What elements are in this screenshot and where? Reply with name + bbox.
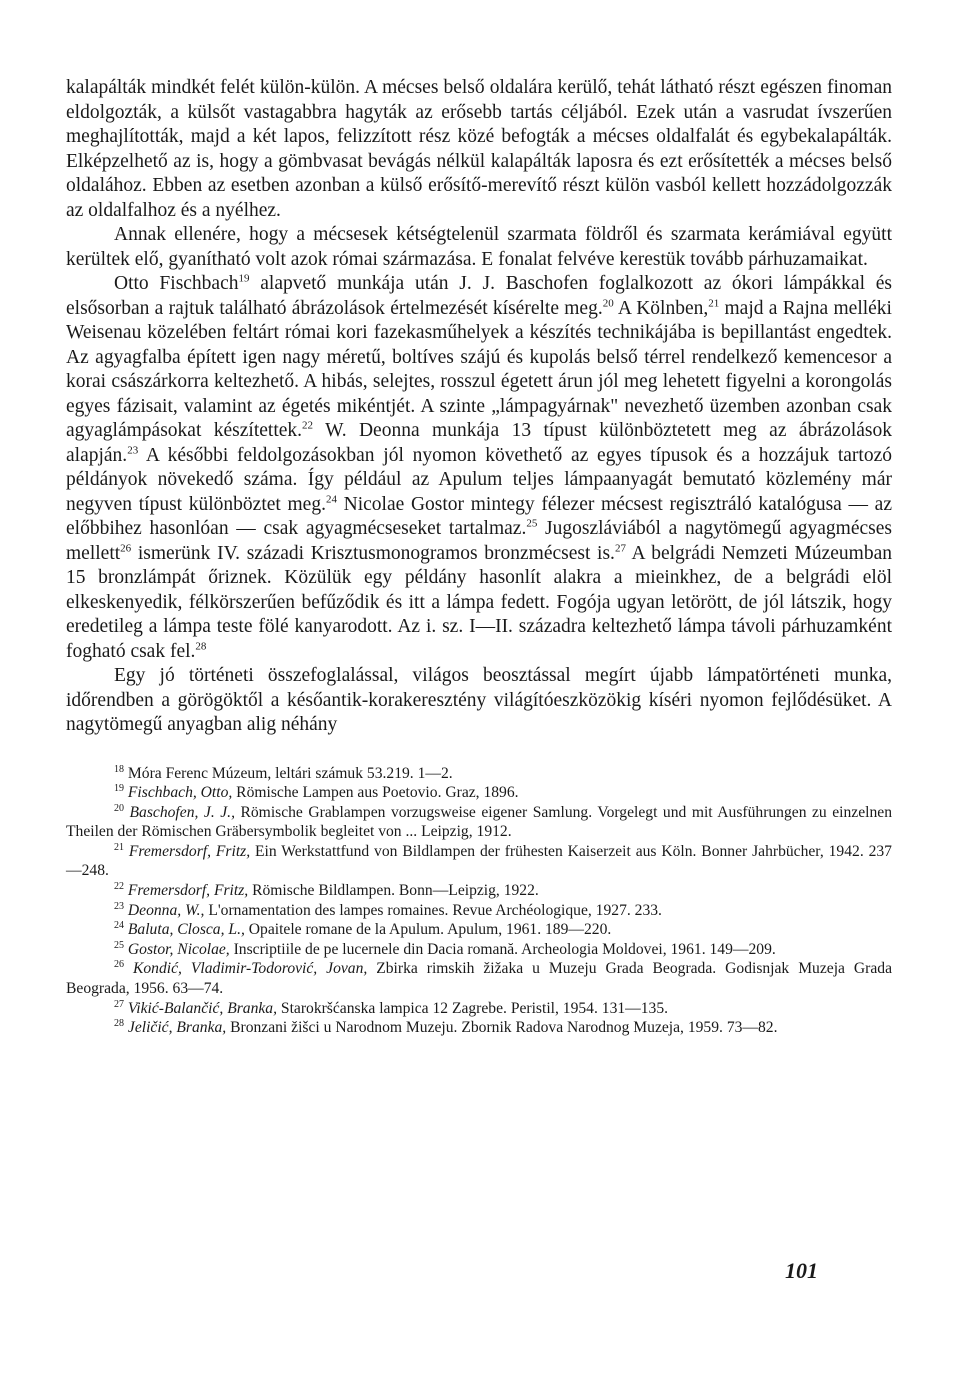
footnote-author: Fremersdorf, Fritz, <box>127 882 249 900</box>
footnote-number: 28 <box>114 1018 124 1030</box>
footnote-number: 23 <box>114 900 124 912</box>
paragraph <box>66 664 892 738</box>
footnote-number: 27 <box>114 998 124 1010</box>
body-text <box>66 76 892 738</box>
footnote <box>66 999 892 1019</box>
footnote <box>66 940 892 960</box>
footnote <box>66 920 892 940</box>
footnote-number: 20 <box>114 802 124 814</box>
page <box>66 76 892 1038</box>
footnote-number: 25 <box>114 939 124 951</box>
text-run: Egy jó történeti összefoglalással, világos beosztással megírt újabb lámpatörténeti munka, időrendben a görögöktől a későantik-korakeresztény világítóeszközökig kíséri nyomon fejlődésüket. A nagytömegű anyagban alig néhány <box>66 665 892 735</box>
footnote-text: Römische Bildlampen. Bonn—Leipzig, 1922. <box>248 882 539 900</box>
text-run: Jugoszláviából a nagytömegű agyagmécses mellett <box>66 518 892 564</box>
footnote-number: 22 <box>114 880 124 892</box>
footnote-text: Zbirka rimskih žižaka u Muzeju Grada Beograda. Godisnjak Muzeja Grada Beograda, 1956. 63—74. <box>66 960 892 998</box>
footnote-ref: 25 <box>526 517 538 530</box>
footnote-author: Baschofen, J. J., <box>129 803 235 821</box>
footnote-text: Römische Lampen aus Poetovio. Graz, 1896. <box>232 784 519 802</box>
footnote-text: L'ornamentation des lampes romaines. Revue Archéologique, 1927. 233. <box>204 901 662 919</box>
footnote <box>66 959 892 998</box>
footnote <box>66 901 892 921</box>
text-run: W. Deonna munkája 13 típust különböztetett meg az ábrázolások alapján. <box>66 420 892 466</box>
text-run: Annak ellenére, hogy a mécsesek kétségtelenül szarmata földről és szarmata kerámiával együtt kerültek elő, gyanítható volt azok római származása. E fonalat felvéve kerestük tovább párhuzamaikat. <box>66 224 892 270</box>
text-run: kalapálták mindkét felét külön-külön. A mécses belső oldalára kerülő, tehát látható részt egészen finoman eldolgozták, a külsőt vastagabbra hagyták az erősebb tartás céljából. Ezek után a vasrudat ívszerűen meghajlították, majd a két lapos, felizzított rész közé befogták a mécses oldalfalát és egybekalapálták. Elképzelhető az is, hogy a gömbvasat bevágás nélkül kalapálták laposra és ezt erősítették a mécses belső oldalához. Ebben az esetben azonban a külső erősítő-merevítő részt külön vasból kellett hozzádolgozzák az oldalfalhoz és a nyélhez. <box>66 77 892 221</box>
text-run: A belgrádi Nemzeti Múzeumban 15 bronzlámpát őriznek. Közülük egy példány hasonlít alakra a mieinkhez, de a belgrádi elöl elkeskenyedik, félkörszerűen befűződik és itt a lámpa fedett. Fogója ugyan letörött, de jól látszik, hogy eredetileg a lámpa teste fölé kanyarodott. Az i. sz. I—II. századra keltezhető lámpa távoli párhuzamként fogható csak fel. <box>66 542 892 662</box>
footnote <box>66 803 892 842</box>
footnote-author: Fischbach, Otto, <box>127 784 233 802</box>
footnote-text: Römische Grablampen vorzugsweise eigener Samlung. Vorgelegt und mit Ausführungen zu einzelnen Theilen der Römischen Gräbersymbolik begleitet von ... Leipzig, 1912. <box>66 803 892 841</box>
footnote-number: 18 <box>114 763 124 775</box>
text-run: Nicolae Gostor mintegy félezer mécsest regisztráló katalógusa — az előbbihez hasonlóan — csak agyagmécseseket tartalmaz. <box>66 493 892 539</box>
footnote-text: Inscriptiile de pe lucernele din Dacia romană. Archeologia Moldovei, 1961. 149—209. <box>229 940 776 958</box>
text-run: A Kölnben, <box>613 297 709 319</box>
footnote-author: Baluta, Closca, L., <box>127 921 245 939</box>
text-run: A későbbi feldolgozásokban jól nyomon követhető az egyes típusok és a hozzájuk tartozó példányok növekedő száma. Így például az Apulum teljes lámpaanyagát bemutató közlemény már negyven típust különböztet meg. <box>66 444 892 515</box>
paragraph <box>66 223 892 272</box>
footnote <box>66 764 892 784</box>
footnote-ref: 21 <box>708 297 720 309</box>
footnote-number: 24 <box>114 920 124 932</box>
footnote <box>66 783 892 803</box>
footnote <box>66 842 892 881</box>
text-run: Otto Fischbach <box>114 273 239 294</box>
text-run: alapvető munkája után J. J. Baschofen foglalkozott az ókori lámpákkal és elsősorban a rajtuk található ábrázolások értelmezését kísérelte meg. <box>66 273 892 319</box>
footnote-author: Deonna, W., <box>127 901 205 919</box>
footnote-ref: 22 <box>302 419 314 432</box>
footnote <box>66 881 892 901</box>
footnote-number: 19 <box>114 782 124 794</box>
footnote-text: Móra Ferenc Múzeum, leltári számuk 53.219. 1—2. <box>127 764 453 782</box>
paragraph <box>66 76 892 223</box>
text-run: majd a Rajna melléki Weisenau közelében feltárt római kori fazekasműhelyek a készítés technikájába is bepillantást engedtek. Az agyagfalba épített igen nagy méretű, boltíves szájú és kupolás belső térrel rendelkező kemencesor a korai császárkorra keltezhető. A hibás, selejtes, rosszul égetett árun jól meg lehetett figyelni a korongolás egyes fázisait, valamint az égetés mikéntjét. A szinte „lámpagyárnak" nevezhető üzemben azonban csak agyaglámpásokat készítettek. <box>66 297 892 441</box>
footnote-author: Gostor, Nicolae, <box>127 940 230 958</box>
footnote-text: Bronzani žišci u Narodnom Muzeju. Zbornik Radova Narodnog Muzeja, 1959. 73—82. <box>226 1019 778 1037</box>
footnote-text: Opaitele romane de la Apulum. Apulum, 1961. 189—220. <box>244 921 612 939</box>
footnote-ref: 23 <box>127 444 139 456</box>
page-number: 101 <box>785 1258 818 1283</box>
footnote-ref: 27 <box>614 542 626 554</box>
footnote-ref: 26 <box>120 542 132 554</box>
text-run: ismerünk IV. századi Krisztusmonogramos bronzmécsest is. <box>131 542 615 564</box>
footnote-number: 26 <box>114 959 124 971</box>
footnote-text: Ein Werkstattfund von Bildlampen der frühesten Kaiserzeit aus Köln. Bonner Jahrbücher, 1942. 237—248. <box>66 842 892 880</box>
footnote-author: Vikić-Balančić, Branka, <box>127 999 277 1017</box>
footnote-ref: 20 <box>602 297 614 309</box>
paragraph <box>66 272 892 664</box>
footnote-author: Jeličić, Branka, <box>127 1019 227 1037</box>
footnote <box>66 1018 892 1038</box>
footnote-ref: 28 <box>195 640 207 652</box>
footnote-ref: 24 <box>325 493 337 505</box>
footnote-number: 21 <box>114 841 124 853</box>
footnote-ref: 19 <box>238 272 250 285</box>
footnote-author: Kondić, Vladimir-Todorović, Jovan, <box>132 960 368 978</box>
footnote-author: Fremersdorf, Fritz, <box>128 842 251 860</box>
footnote-text: Starokršćanska lampica 12 Zagrebe. Peristil, 1954. 131—135. <box>277 999 669 1017</box>
footnotes <box>66 764 892 1038</box>
